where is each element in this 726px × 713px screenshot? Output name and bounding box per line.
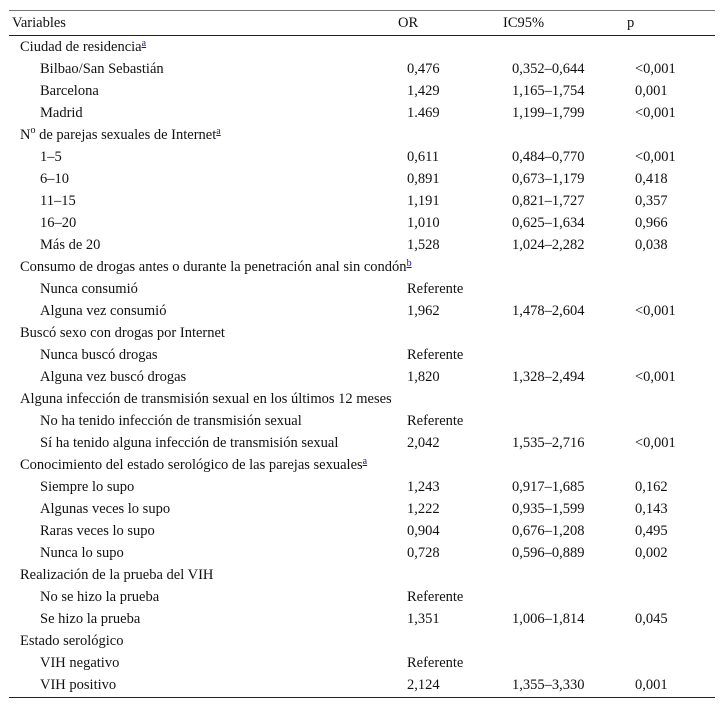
category-label [20, 36, 146, 58]
table-row [9, 212, 715, 234]
label-text: Buscó sexo con drogas por Internet [20, 325, 225, 341]
label-text: Barcelona [40, 83, 99, 99]
category-row [9, 454, 715, 476]
or-value: 2,042 [407, 435, 440, 451]
or-value: 1,962 [407, 303, 440, 319]
header-p: p [627, 15, 635, 31]
category-label [20, 256, 412, 278]
table-row [9, 498, 715, 520]
label-text: VIH positivo [40, 677, 117, 693]
p-value: 0,001 [635, 83, 668, 99]
or-value: 1,820 [407, 369, 440, 385]
category-row [9, 388, 715, 410]
label-text: Realización de la prueba del VIH [20, 567, 214, 583]
table-body [9, 36, 715, 696]
ic95-value: 0,676–1,208 [512, 523, 585, 539]
table-row [9, 190, 715, 212]
variable-label [40, 212, 76, 234]
or-value: 0,611 [407, 149, 440, 165]
variable-label [40, 58, 164, 80]
label-text: Nunca buscó drogas [40, 347, 158, 363]
category-row [9, 630, 715, 652]
or-value: 1,351 [407, 611, 440, 627]
or-value: 0,891 [407, 171, 440, 187]
label-text: Conocimiento del estado serológico de las parejas sexuales [20, 457, 363, 473]
category-label [20, 564, 213, 586]
or-value: Referente [407, 347, 464, 363]
ic95-value: 0,625–1,634 [512, 215, 585, 231]
ic95-value: 1,328–2,494 [512, 369, 585, 385]
ordinal-superscript: o [30, 125, 36, 136]
label-text: 16–20 [40, 215, 77, 231]
header-variables: Variables [12, 15, 66, 31]
ic95-value: 0,352–0,644 [512, 61, 585, 77]
table-row [9, 300, 715, 322]
label-text: Algunas veces lo supo [40, 501, 171, 517]
or-value: 0,728 [407, 545, 440, 561]
ic95-value: 1,355–3,330 [512, 677, 585, 693]
or-value: 1.469 [407, 105, 440, 121]
label-text: Bilbao/San Sebastián [40, 61, 164, 77]
footnote-marker [363, 456, 367, 467]
p-value: 0,418 [635, 171, 668, 187]
label-text: Sí ha tenido alguna infección de transmisión sexual [40, 435, 339, 451]
ic95-value: 1,006–1,814 [512, 611, 585, 627]
ic95-value: 1,199–1,799 [512, 105, 585, 121]
footnote-link[interactable]: a [362, 456, 368, 467]
ic95-value: 1,024–2,282 [512, 237, 585, 253]
label-text: Siempre lo supo [40, 479, 135, 495]
ic95-value: 1,478–2,604 [512, 303, 585, 319]
odds-ratio-table [9, 10, 715, 698]
p-value: 0,002 [635, 545, 668, 561]
label-prefix: N [20, 127, 31, 143]
p-value: 0,143 [635, 501, 668, 517]
table-row [9, 586, 715, 608]
ic95-value: 0,821–1,727 [512, 193, 585, 209]
ic95-value: 0,596–0,889 [512, 545, 585, 561]
variable-label [40, 168, 69, 190]
variable-label [40, 234, 100, 256]
label-text: No se hizo la prueba [40, 589, 160, 605]
table-row [9, 652, 715, 674]
footnote-link[interactable]: a [141, 38, 147, 49]
p-value: 0,966 [635, 215, 668, 231]
table-row [9, 608, 715, 630]
variable-label [40, 608, 140, 630]
variable-label [40, 366, 186, 388]
table-header [9, 11, 715, 36]
or-value: 1,243 [407, 479, 440, 495]
p-value: 0,038 [635, 237, 668, 253]
variable-label [40, 102, 83, 124]
variable-label [40, 586, 159, 608]
label-text: VIH negativo [40, 655, 120, 671]
variable-label [40, 498, 170, 520]
variable-label [40, 278, 138, 300]
variable-label [40, 80, 99, 102]
or-value: 2,124 [407, 677, 440, 693]
table-row [9, 58, 715, 80]
table-row [9, 366, 715, 388]
p-value: <0,001 [635, 149, 676, 165]
header-ic95: IC95% [503, 15, 545, 31]
table-row [9, 410, 715, 432]
category-row [9, 124, 715, 146]
ic95-value: 0,484–0,770 [512, 149, 585, 165]
or-value: Referente [407, 589, 464, 605]
p-value: <0,001 [635, 105, 676, 121]
variable-label [40, 344, 158, 366]
or-value: Referente [407, 655, 464, 671]
footnote-link[interactable]: b [406, 258, 412, 269]
variable-label [40, 410, 302, 432]
label-text: Alguna infección de transmisión sexual en los últimos 12 meses [20, 391, 392, 407]
variable-label [40, 300, 166, 322]
p-value: 0,001 [635, 677, 668, 693]
label-text: Alguna vez consumió [40, 303, 167, 319]
variable-label [40, 190, 76, 212]
label-text: Nunca lo supo [40, 545, 124, 561]
label-text: Nunca consumió [40, 281, 138, 297]
table-row [9, 168, 715, 190]
or-value: 1,191 [407, 193, 440, 209]
category-row [9, 322, 715, 344]
or-value: Referente [407, 413, 464, 429]
variable-label [40, 432, 338, 454]
label-text: Se hizo la prueba [40, 611, 141, 627]
footnote-marker [216, 126, 220, 137]
table-row [9, 146, 715, 168]
label-text: Estado serológico [20, 633, 124, 649]
label-text: Raras veces lo supo [40, 523, 155, 539]
table-bottom-rule [9, 697, 715, 698]
label-text: de parejas sexuales de Internet [35, 127, 217, 143]
p-value: <0,001 [635, 435, 676, 451]
table-row [9, 674, 715, 696]
category-label [20, 124, 221, 146]
category-label [20, 388, 392, 410]
label-text: 1–5 [40, 149, 62, 165]
or-value: 0,476 [407, 61, 440, 77]
p-value: <0,001 [635, 369, 676, 385]
or-value: 1,222 [407, 501, 440, 517]
footnote-marker [407, 258, 412, 269]
label-text: Alguna vez buscó drogas [40, 369, 187, 385]
table-row [9, 520, 715, 542]
footnote-marker [142, 38, 146, 49]
label-text: Consumo de drogas antes o durante la penetración anal sin condón [20, 259, 407, 275]
variable-label [40, 146, 62, 168]
ic95-value: 1,165–1,754 [512, 83, 585, 99]
p-value: 0,162 [635, 479, 668, 495]
p-value: <0,001 [635, 61, 676, 77]
or-value: 1,528 [407, 237, 440, 253]
ic95-value: 0,935–1,599 [512, 501, 585, 517]
variable-label [40, 520, 155, 542]
category-row [9, 256, 715, 278]
variable-label [40, 674, 116, 696]
p-value: <0,001 [635, 303, 676, 319]
label-text: 6–10 [40, 171, 69, 187]
p-value: 0,357 [635, 193, 668, 209]
table-row [9, 278, 715, 300]
p-value: 0,495 [635, 523, 668, 539]
table-row [9, 476, 715, 498]
variable-label [40, 652, 119, 674]
p-value: 0,045 [635, 611, 668, 627]
table-row [9, 80, 715, 102]
variable-label [40, 476, 134, 498]
label-text: Madrid [40, 105, 83, 121]
table-row [9, 234, 715, 256]
category-label [20, 630, 124, 652]
ic95-value: 1,535–2,716 [512, 435, 585, 451]
or-value: Referente [407, 281, 464, 297]
ic95-value: 0,673–1,179 [512, 171, 585, 187]
table-row [9, 344, 715, 366]
table-row [9, 432, 715, 454]
category-row [9, 36, 715, 58]
label-text: Ciudad de residencia [20, 39, 142, 55]
footnote-link[interactable]: a [216, 126, 221, 137]
or-value: 0,904 [407, 523, 440, 539]
table-row [9, 542, 715, 564]
category-row [9, 564, 715, 586]
label-text: Más de 20 [40, 237, 101, 253]
or-value: 1,010 [407, 215, 440, 231]
label-text: 11–15 [40, 193, 76, 209]
table-row [9, 102, 715, 124]
category-label [20, 322, 225, 344]
variable-label [40, 542, 124, 564]
or-value: 1,429 [407, 83, 440, 99]
ic95-value: 0,917–1,685 [512, 479, 585, 495]
category-label [20, 454, 367, 476]
header-or: OR [398, 15, 419, 31]
label-text: No ha tenido infección de transmisión sexual [40, 413, 302, 429]
